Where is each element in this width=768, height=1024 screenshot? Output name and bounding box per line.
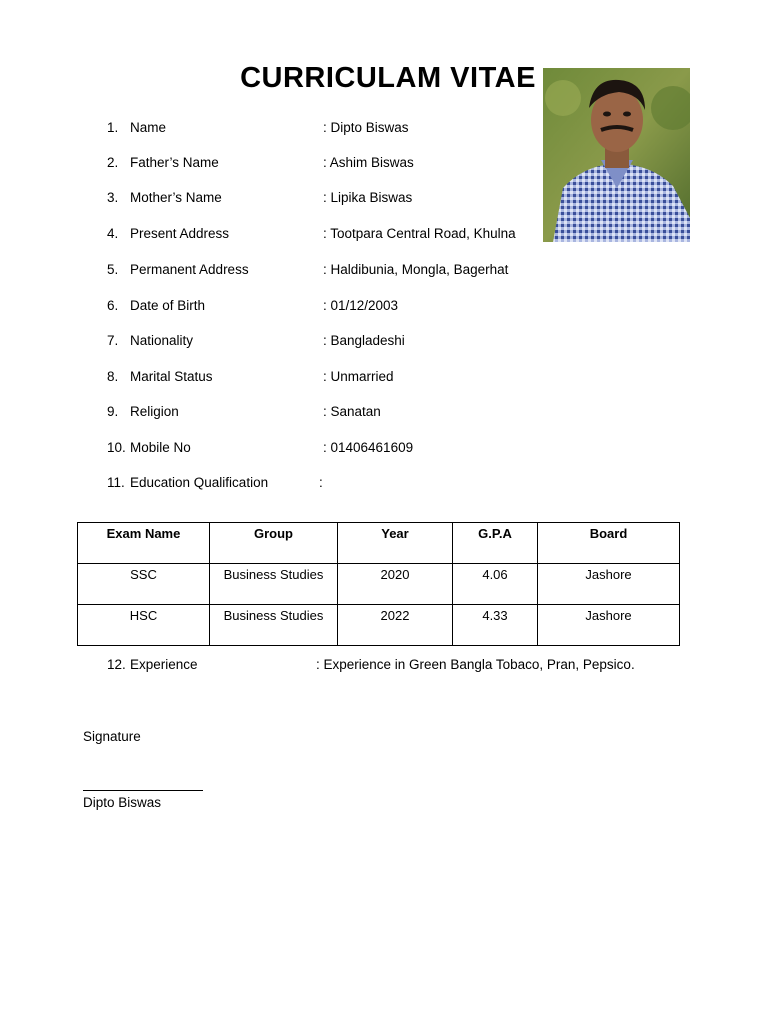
field-row — [0, 440, 768, 460]
field-row — [0, 190, 768, 210]
table-cell: Business Studies — [210, 605, 338, 646]
column-header: Group — [210, 523, 338, 564]
field-row — [0, 369, 768, 389]
experience-row — [0, 657, 768, 677]
signature-label: Signature — [83, 729, 141, 744]
item-label: Religion — [130, 404, 179, 419]
item-value: : Ashim Biswas — [323, 155, 414, 170]
item-value: : 01406461609 — [323, 440, 414, 455]
field-row — [0, 120, 768, 140]
item-label: Mobile No — [130, 440, 191, 455]
signature-line — [83, 790, 203, 791]
item-number: 1. — [107, 120, 119, 135]
table-header-row — [78, 523, 680, 564]
column-header: G.P.A — [453, 523, 538, 564]
table-cell: 2020 — [338, 564, 453, 605]
item-number: 8. — [107, 369, 119, 384]
item-label: Mother’s Name — [130, 190, 222, 205]
table-cell: SSC — [78, 564, 210, 605]
field-row — [0, 404, 768, 424]
item-number: 10. — [107, 440, 126, 455]
field-row — [0, 262, 768, 282]
item-label: Experience — [130, 657, 198, 672]
item-label: Name — [130, 120, 167, 135]
signature-name: Dipto Biswas — [83, 795, 162, 810]
table-cell: 4.06 — [453, 564, 538, 605]
item-value: : 01/12/2003 — [323, 298, 399, 313]
item-value: : — [319, 475, 323, 490]
table-cell: Jashore — [538, 605, 680, 646]
item-number: 9. — [107, 404, 119, 419]
item-number: 6. — [107, 298, 119, 313]
table-cell: 4.33 — [453, 605, 538, 646]
item-label: Education Qualification — [130, 475, 269, 490]
item-number: 11. — [107, 475, 125, 490]
table-row — [78, 605, 680, 646]
item-label: Nationality — [130, 333, 194, 348]
table-cell: Business Studies — [210, 564, 338, 605]
item-label: Date of Birth — [130, 298, 206, 313]
item-number: 2. — [107, 155, 119, 170]
item-value: : Dipto Biswas — [323, 120, 409, 135]
item-value: : Experience in Green Bangla Tobaco, Pran, Pepsico. — [316, 657, 635, 672]
item-value: : Tootpara Central Road, Khulna — [323, 226, 516, 241]
field-row — [0, 475, 768, 495]
item-label: Father’s Name — [130, 155, 219, 170]
item-number: 5. — [107, 262, 119, 277]
item-value: : Unmarried — [323, 369, 394, 384]
item-number: 3. — [107, 190, 119, 205]
field-row — [0, 333, 768, 353]
item-label: Marital Status — [130, 369, 213, 384]
item-value: : Lipika Biswas — [323, 190, 413, 205]
column-header: Board — [538, 523, 680, 564]
table-cell: 2022 — [338, 605, 453, 646]
column-header: Exam Name — [78, 523, 210, 564]
item-label: Present Address — [130, 226, 230, 241]
education-table — [77, 522, 680, 646]
column-header: Year — [338, 523, 453, 564]
item-label: Permanent Address — [130, 262, 249, 277]
item-value: : Bangladeshi — [323, 333, 405, 348]
table-cell: Jashore — [538, 564, 680, 605]
field-row — [0, 155, 768, 175]
item-value: : Sanatan — [323, 404, 381, 419]
field-row — [0, 226, 768, 246]
item-number: 7. — [107, 333, 119, 348]
table-row — [78, 564, 680, 605]
item-number: 4. — [107, 226, 119, 241]
item-value: : Haldibunia, Mongla, Bagerhat — [323, 262, 509, 277]
item-number: 12. — [107, 657, 126, 672]
table-cell: HSC — [78, 605, 210, 646]
field-row — [0, 298, 768, 318]
page-title: CURRICULAM VITAE — [240, 62, 536, 94]
